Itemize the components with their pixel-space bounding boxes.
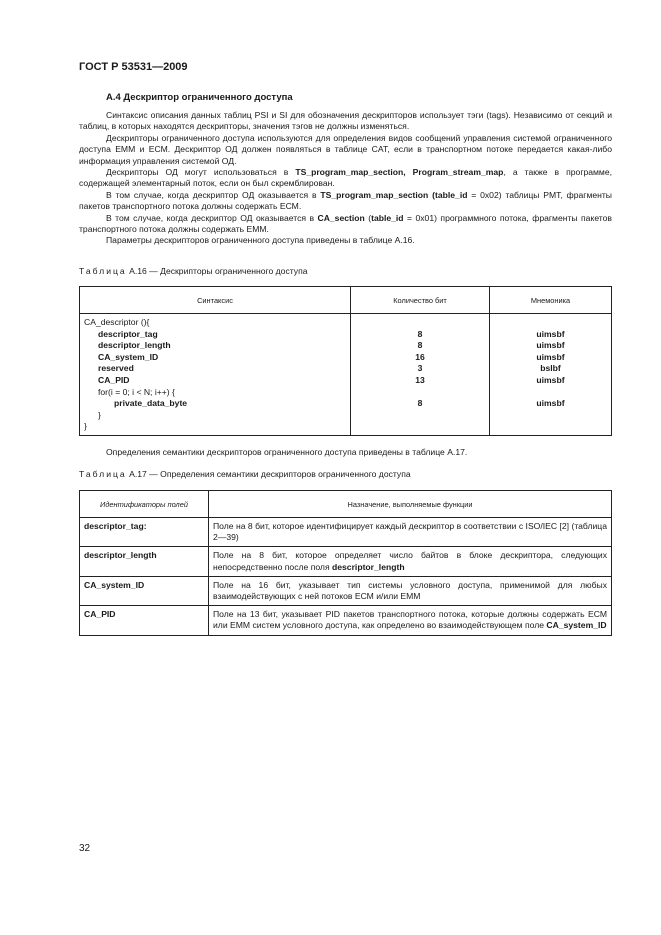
paragraph-3-term: TS_program_map_section [295, 167, 404, 178]
bits-value [352, 387, 488, 399]
paragraph-3 [79, 167, 612, 190]
table-17-caption-prefix: Таблица [79, 469, 127, 479]
table-16-caption [79, 266, 308, 276]
bits-value [352, 317, 488, 329]
table-row [80, 576, 612, 605]
paragraph-5-text: = 0x01) программного потока, фрагменты пакетов транспортного потока должны содержать ЕММ. [79, 212, 612, 235]
table-17-header-row [80, 491, 612, 518]
table-17-reference-text: Определения семантики дескрипторов ограниченного доступа приведены в таблице А.17. [106, 447, 468, 457]
table-16-body [80, 314, 612, 436]
mnemonic-value [491, 410, 610, 422]
column-header-field-ids: Идентификаторы полей [80, 491, 209, 518]
syntax-line: descriptor_tag [98, 328, 158, 339]
description-text: Поле на 16 бит, указывает тип системы условного доступа, применимой для любых взаимодействующих с ней потоков ЕСМ и/или ЕММ [213, 579, 607, 602]
paragraph-4-text: В том случае, когда дескриптор ОД оказывается в [106, 189, 321, 200]
bits-value: 8 [417, 328, 423, 339]
table-row [80, 606, 612, 635]
syntax-line: reserved [98, 363, 134, 374]
paragraph-2: Дескрипторы ограниченного доступа используются для определения видов сообщений управления системой ограниченного доступа ЕММ и ЕСМ. Дескриптор ОД должен появляться в таблице CAT, если в транспортном потоке передается какая-либо информация управления системой ОД. [79, 132, 612, 166]
syntax-line: descriptor_length [98, 340, 171, 351]
table-16-header-row [80, 287, 612, 314]
bits-value: 16 [415, 351, 425, 362]
table-17-caption [79, 469, 411, 479]
body-text [79, 110, 612, 247]
table-17-caption-title: А.17 — Определения семантики дескрипторов ограниченного доступа [126, 469, 411, 479]
page-number: 32 [79, 843, 91, 854]
paragraph-5-text: ( [364, 212, 372, 223]
paragraph-4-term: TS_program_map_section (table_id [320, 189, 468, 200]
bits-column [351, 314, 490, 436]
description-term: descriptor_length [332, 561, 405, 572]
paragraph-5-text: В том случае, когда дескриптор ОД оказывается в [106, 212, 318, 223]
bits-value [352, 410, 488, 422]
description-text: Поле на 8 бит, которое определяет число байтов в блоке дескриптора, следующих непосредственно после поля [213, 550, 607, 572]
paragraph-6: Параметры дескрипторов ограниченного доступа приведены в таблице А.16. [106, 235, 415, 246]
field-description [209, 518, 612, 547]
table-row [80, 547, 612, 576]
mnemonic-value: uimsbf [536, 398, 565, 409]
mnemonic-value: uimsbf [536, 374, 565, 385]
table-16-caption-title: А.16 — Дескрипторы ограниченного доступа [126, 266, 308, 276]
field-description [209, 547, 612, 576]
bits-value [352, 421, 488, 433]
field-description [209, 606, 612, 635]
table-row [80, 518, 612, 547]
paragraph-3-text: , а также в программе, содержащей элементарный поток, если он был скремблирован. [79, 167, 612, 189]
paragraph-3-text: Дескрипторы ОД могут использоваться в [106, 167, 296, 178]
syntax-line: CA_descriptor (){ [84, 317, 150, 327]
paragraph-5-term: CA_section [317, 212, 365, 223]
bits-value: 13 [415, 374, 425, 385]
description-text: Поле на 8 бит, которое идентифицирует каждый дескриптор в соответствии с ISO/IEC [2] (таблица 2—39) [213, 521, 607, 543]
column-header-mnemonic: Мнемоника [490, 287, 612, 314]
column-header-syntax: Синтаксис [80, 287, 351, 314]
paragraph-1: Синтаксис описания данных таблиц PSI и SI для обозначения дескрипторов использует тэги (tags). Независимо от секций и таблиц, в которых находятся дескрипторы, значения тэгов не должны изменяться. [79, 110, 612, 132]
syntax-line: CA_system_ID [98, 351, 159, 362]
document-header: ГОСТ Р 53531—2009 [79, 61, 188, 73]
syntax-line: } [84, 421, 87, 432]
mnemonic-value [491, 421, 610, 433]
field-identifier: CA_PID [80, 606, 209, 635]
mnemonic-value: bslbf [540, 363, 561, 374]
mnemonic-value: uimsbf [536, 340, 565, 351]
paragraph-5-term: table_id [371, 212, 404, 223]
mnemonic-value [491, 387, 610, 399]
bits-value: 8 [417, 340, 423, 351]
field-description [209, 576, 612, 605]
paragraph-3-term: Program_stream_map [412, 167, 504, 178]
column-header-bits: Количество бит [351, 287, 490, 314]
syntax-line: } [98, 409, 101, 420]
table-16 [79, 286, 612, 436]
section-title: А.4 Дескриптор ограниченного доступа [106, 92, 293, 103]
paragraph-4-text: = 0x02) таблицы PMT, фрагменты пакетов транспортного потока должны содержать ЕСМ. [79, 189, 612, 212]
syntax-line: CA_PID [98, 374, 130, 385]
table-16-caption-prefix: Таблица [79, 266, 127, 276]
description-term: CA_system_ID [546, 620, 607, 631]
column-header-purpose: Назначение, выполняемые функции [209, 491, 612, 518]
bits-value: 8 [417, 398, 423, 409]
bits-value: 3 [417, 363, 423, 374]
paragraph-3-sep: , [403, 167, 413, 178]
mnemonic-value: uimsbf [536, 351, 565, 362]
paragraph-5 [79, 213, 612, 236]
field-identifier: descriptor_tag: [80, 518, 209, 547]
paragraph-4 [79, 190, 612, 213]
mnemonic-value: uimsbf [536, 328, 565, 339]
syntax-column [80, 314, 351, 436]
mnemonic-column [490, 314, 612, 436]
table-17 [79, 490, 612, 636]
syntax-line: for(i = 0; i < N; i++) { [98, 386, 175, 397]
table-17-body [80, 518, 612, 636]
field-identifier: descriptor_length [80, 547, 209, 576]
syntax-line: private_data_byte [114, 398, 188, 409]
description-text: Поле на 13 бит, указывает PID пакетов транспортного потока, которые должны содержать ЕСМ или ЕММ систем условного доступа, как определено во взаимодействующем поле [213, 609, 607, 631]
mnemonic-value [491, 317, 610, 329]
field-identifier: CA_system_ID [80, 576, 209, 605]
